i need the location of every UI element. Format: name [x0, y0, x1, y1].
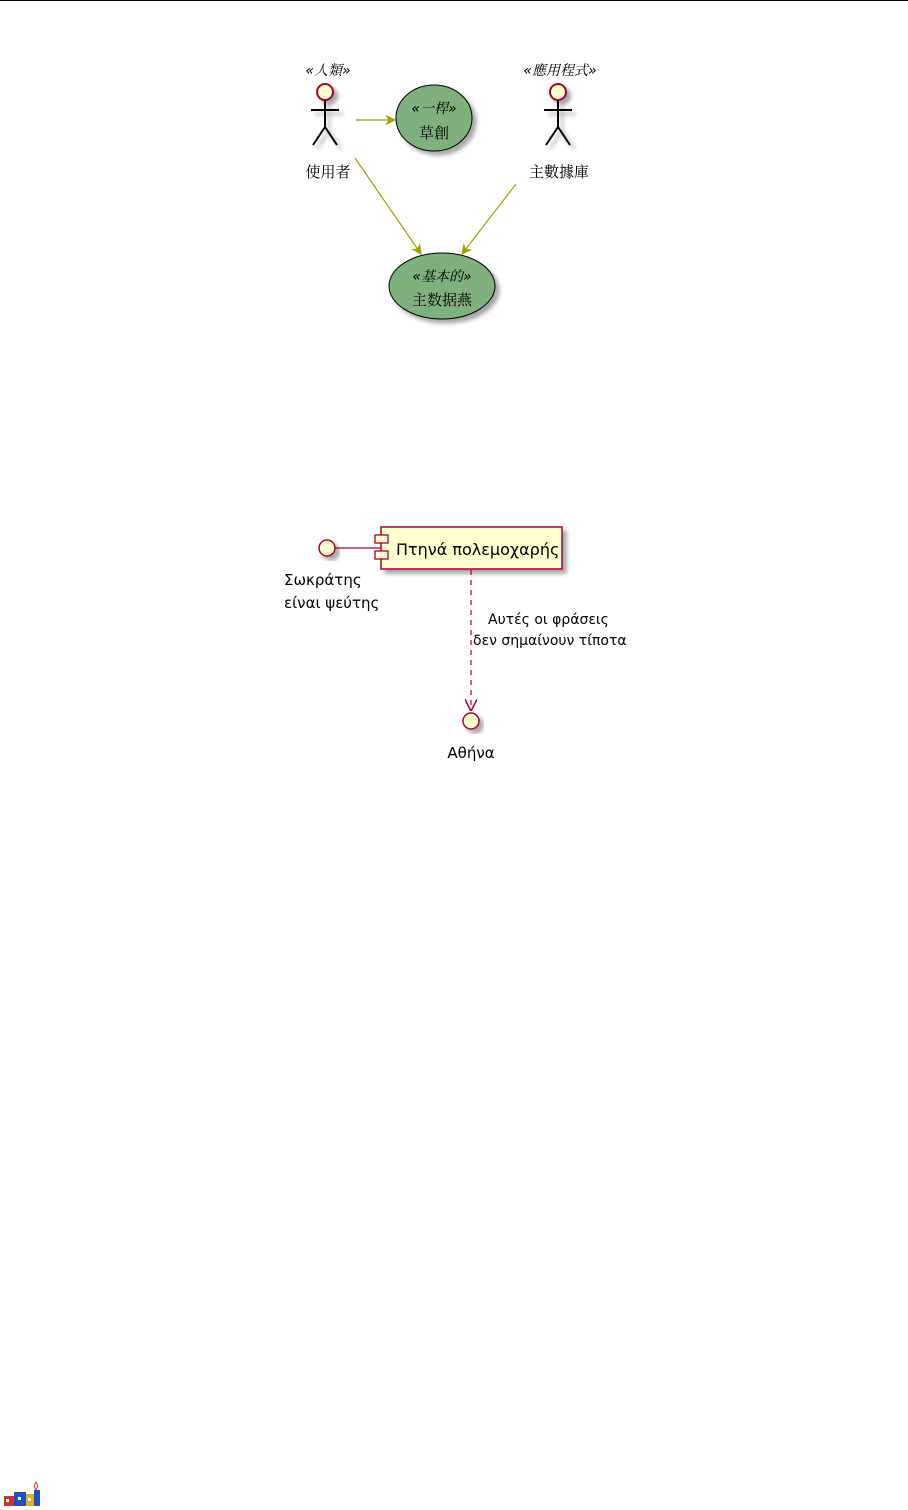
usecase-draft-stereotype: «一桿» — [411, 101, 457, 117]
stick-figure-icon — [311, 84, 339, 145]
interface-circle-icon — [319, 540, 335, 556]
interface-athena-label: Αθήνα — [447, 744, 495, 762]
interface-socrates-label-line2: είναι ψεύτης — [284, 594, 380, 612]
actor-user — [305, 63, 350, 181]
usecase-master — [389, 253, 495, 319]
actor-db — [523, 63, 596, 181]
usecase-master-name: 主数据燕 — [411, 291, 473, 309]
component-tab-bottom-icon — [375, 551, 388, 559]
actor-user-stereotype: «人類» — [305, 63, 351, 79]
usecase-diagram — [305, 63, 596, 319]
actor-user-name: 使用者 — [305, 163, 351, 181]
usecase-master-stereotype: «基本的» — [412, 269, 472, 285]
interface-socrates — [284, 540, 381, 612]
usecase-draft — [396, 85, 472, 151]
actor-db-stereotype: «應用程式» — [523, 63, 597, 79]
component-name: Πτηνά πολεμοχαρής — [396, 540, 560, 559]
usecase-draft-name: 草創 — [418, 124, 450, 142]
footer-logo-icon — [4, 1482, 40, 1506]
link-user-master — [355, 158, 421, 254]
stick-figure-icon — [544, 84, 572, 145]
link-db-master — [462, 184, 516, 254]
interface-socrates-label-line1: Σωκράτης — [284, 571, 362, 589]
component-diagram — [284, 527, 627, 762]
usecase-master-ellipse — [389, 253, 495, 319]
interface-circle-icon — [463, 713, 479, 729]
actor-db-name: 主數據庫 — [528, 163, 590, 181]
link-label-line1: Αυτές οι φράσεις — [488, 612, 609, 628]
component-tab-top-icon — [375, 535, 388, 543]
interface-athena — [447, 713, 494, 762]
component-ptina — [375, 527, 562, 569]
link-label-line2: δεν σημαίνουν τίποτα — [473, 633, 627, 649]
